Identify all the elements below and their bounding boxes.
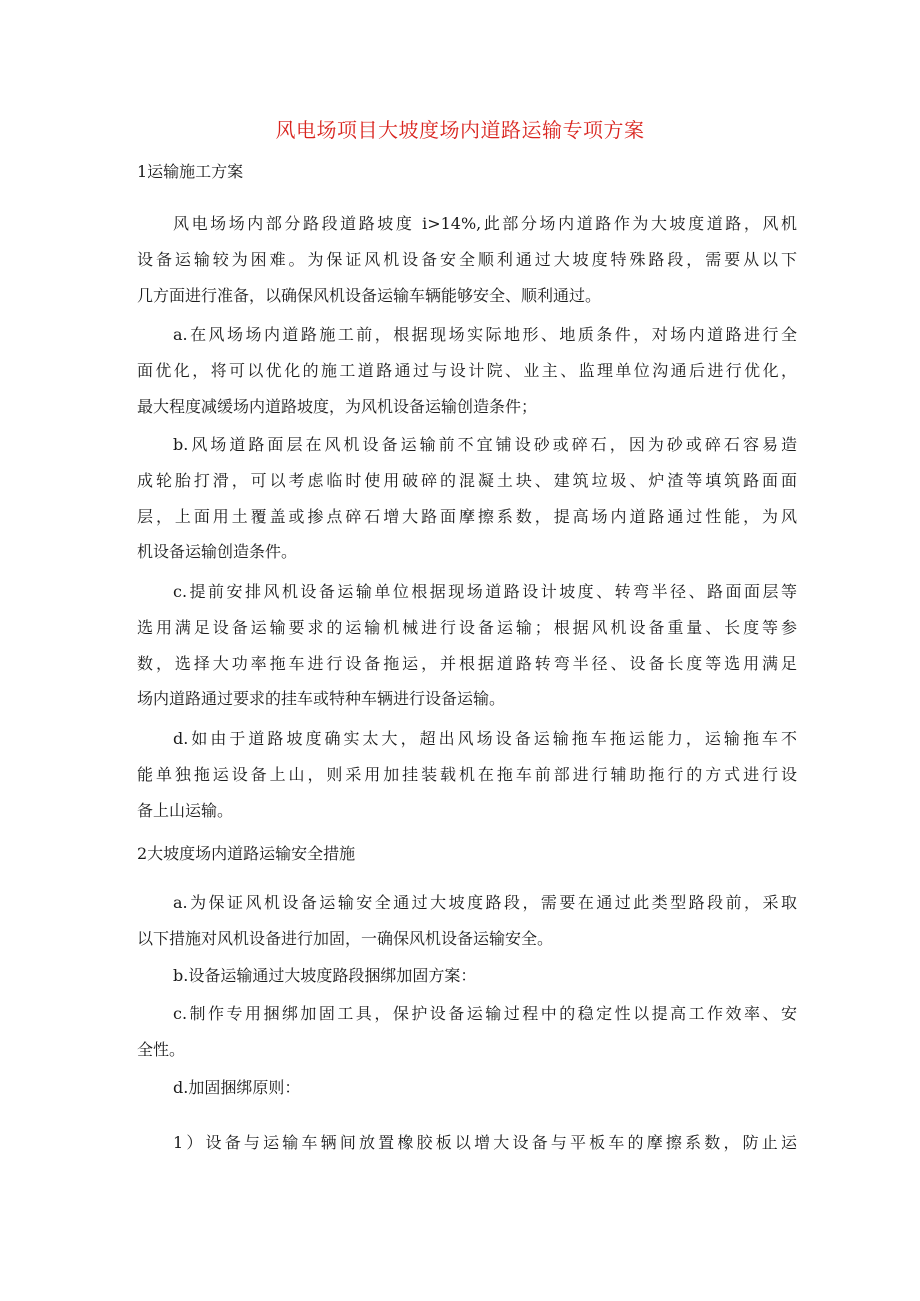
section-2-item-b: b.设备运输通过大坡度路段捆绑加固方案： xyxy=(173,966,477,985)
document-title: 风电场项目大坡度场内道路运输专项方案 xyxy=(275,118,645,142)
section-1-item-a: a.在风场场内道路施工前，根据现场实际地形、地质条件，对场内道路进行全 面优化，将可以优化的施工道路通过与设计院、业主、监理单位沟通后进行优化， 最大程度减缓场内道路坡度，为风机设备运输创造条件； xyxy=(137,325,797,416)
section-2-item-d: d.加固捆绑原则： xyxy=(173,1078,301,1097)
section-2-item-c: c.制作专用捆绑加固工具，保护设备运输过程中的稳定性以提高工作效率、安 全性。 xyxy=(137,1004,797,1059)
section-2-item-a: a.为保证风机设备运输安全通过大坡度路段，需要在通过此类型路段前，采取 以下措施对风机设备进行加固，一确保风机设备运输安全。 xyxy=(137,893,797,948)
section-2-heading: 2大坡度场内道路运输安全措施 xyxy=(137,844,356,863)
section-1-item-b: b.风场道路面层在风机设备运输前不宜铺设砂或碎石，因为砂或碎石容易造 成轮胎打滑，可以考虑临时使用破碎的混凝土块、建筑垃圾、炉渣等填筑路面面 层，上面用土覆盖或掺点碎石增大路面摩擦系数，提高场内道路通过性能，为风 机设备运输创造条件。 xyxy=(137,435,797,562)
section-1-heading: 1运输施工方案 xyxy=(137,162,244,181)
section-2-list-item-1: 1）设备与运输车辆间放置橡胶板以增大设备与平板车的摩擦系数，防止运 xyxy=(173,1133,797,1152)
section-1-item-c: c.提前安排风机设备运输单位根据现场道路设计坡度、转弯半径、路面面层等 选用满足设备运输要求的运输机械进行设备运输；根据风机设备重量、长度等参 数，选择大功率拖车进行设备拖运，并根据道路转弯半径、设备长度等选用满足 场内道路通过要求的挂车或特种车辆进行设备运输。 xyxy=(137,582,797,709)
section-1-intro-paragraph: 风电场场内部分路段道路坡度 i>14%,此部分场内道路作为大坡度道路，风机 设备运输较为困难。为保证风机设备安全顺利通过大坡度特殊路段，需要从以下 几方面进行准备，以确保风机设备运输车辆能够安全、顺利通过。 xyxy=(137,214,797,305)
section-1-item-d: d.如由于道路坡度确实太大，超出风场设备运输拖车拖运能力，运输拖车不 能单独拖运设备上山，则采用加挂装载机在拖车前部进行辅助拖行的方式进行设 备上山运输。 xyxy=(137,729,797,820)
